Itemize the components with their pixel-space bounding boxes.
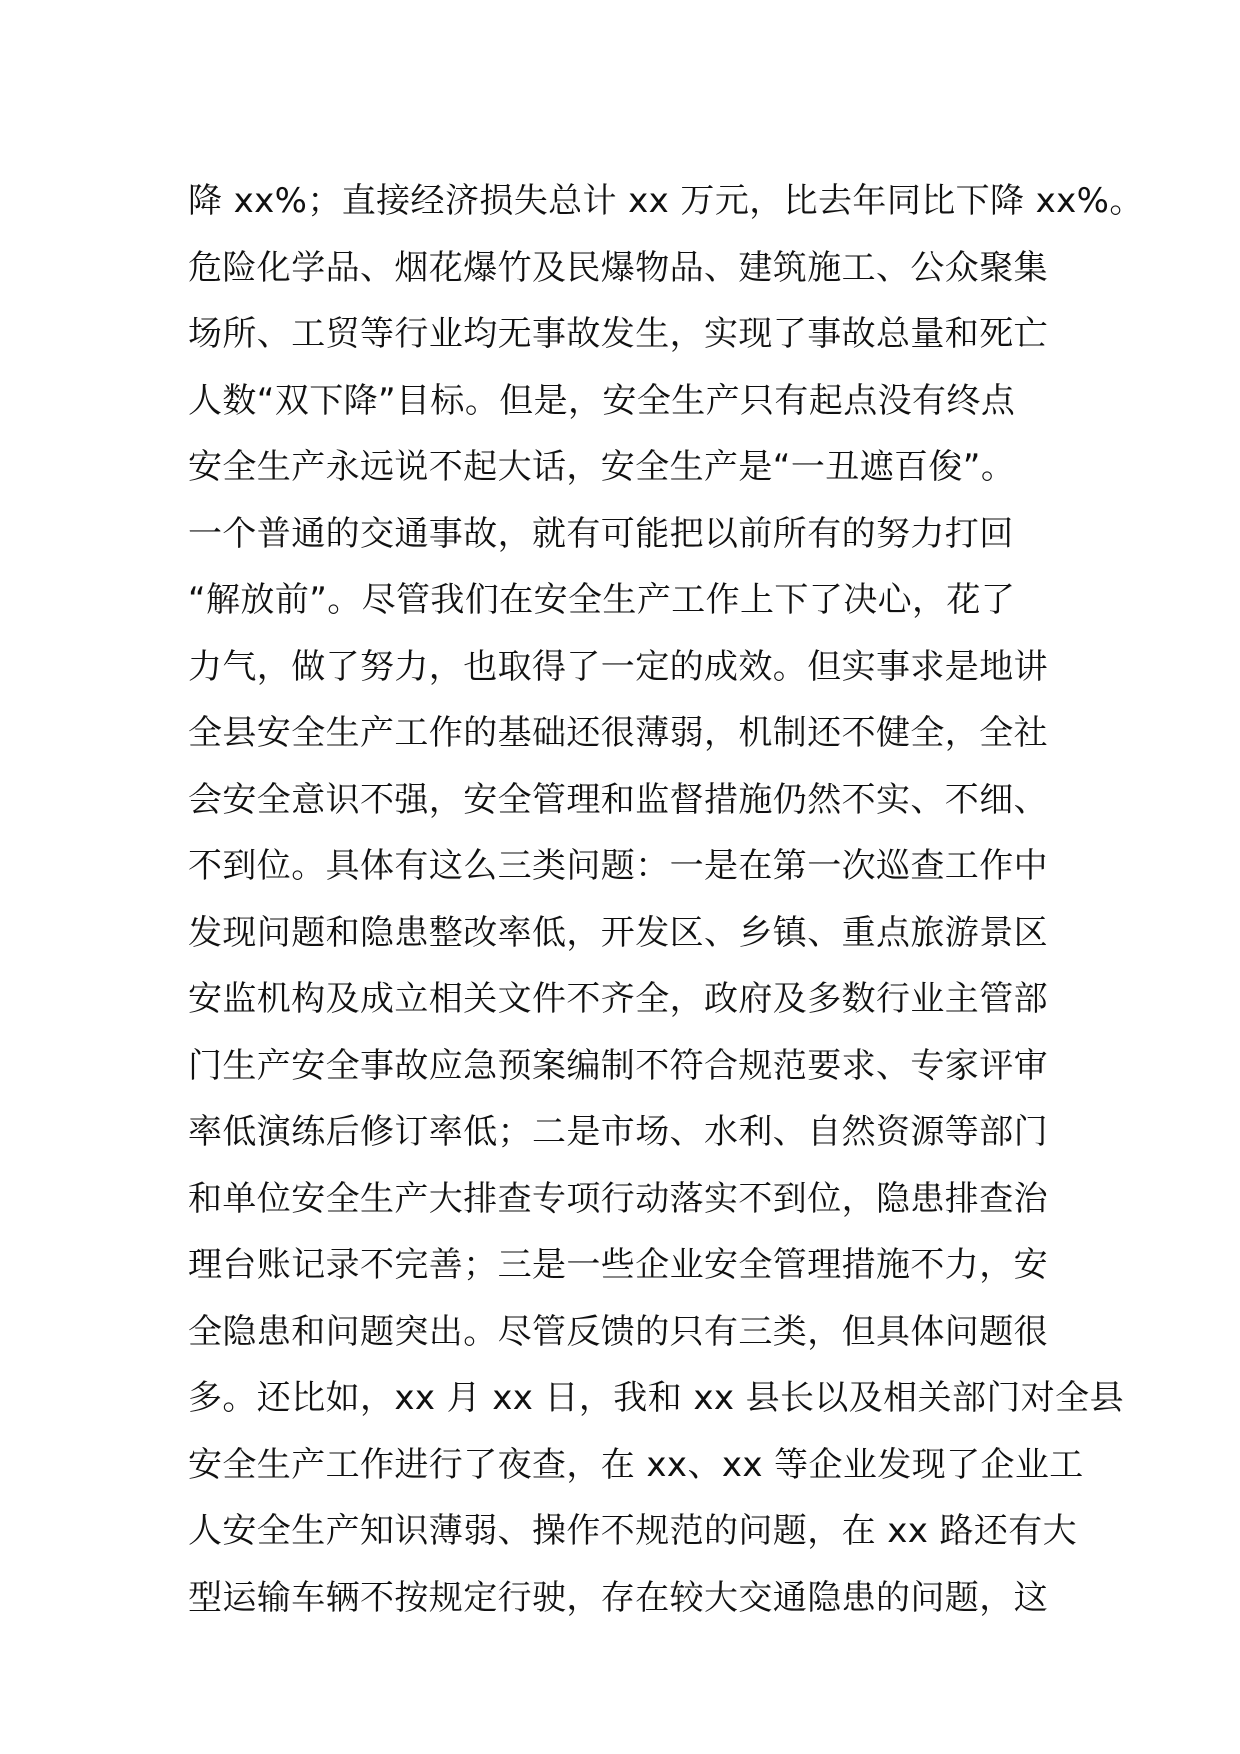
text-line: 全隐患和问题突出。尽管反馈的只有三类，但具体问题很 (188, 1311, 1048, 1352)
text-line: 和单位安全生产大排查专项行动落实不到位，隐患排查治 (188, 1178, 1048, 1219)
text-line: 理台账记录不完善；三是一些企业安全管理措施不力，安 (188, 1245, 1048, 1285)
text-line: 人安全生产知识薄弱、操作不规范的问题，在 xx 路还有大 (188, 1511, 1078, 1551)
text-line: 危险化学品、烟花爆竹及民爆物品、建筑施工、公众聚集 (188, 247, 1048, 288)
text-line: “解放前”。尽管我们在安全生产工作上下了决心，花了 (188, 580, 1016, 620)
text-line: 安监机构及成立相关文件不齐全，政府及多数行业主管部 (188, 979, 1048, 1019)
text-line: 型运输车辆不按规定行驶，存在较大交通隐患的问题，这 (188, 1577, 1048, 1618)
text-line: 力气，做了努力，也取得了一定的成效。但实事求是地讲 (188, 646, 1048, 687)
text-line: 降 xx%；直接经济损失总计 xx 万元，比去年同比下降 xx%。 (188, 181, 1144, 221)
text-line: 安全生产永远说不起大话，安全生产是“一丑遮百俊”。 (188, 447, 1016, 487)
text-line: 率低演练后修订率低；二是市场、水利、自然资源等部门 (188, 1112, 1048, 1152)
text-line: 安全生产工作进行了夜查，在 xx、xx 等企业发现了企业工 (188, 1444, 1084, 1485)
text-line: 多。还比如，xx 月 xx 日，我和 xx 县长以及相关部门对全县 (188, 1378, 1124, 1418)
text-line: 场所、工贸等行业均无事故发生，实现了事故总量和死亡 (188, 314, 1048, 354)
text-line: 门生产安全事故应急预案编制不符合规范要求、专家评审 (188, 1045, 1048, 1086)
text-line: 发现问题和隐患整改率低，开发区、乡镇、重点旅游景区 (188, 912, 1048, 953)
text-line: 不到位。具体有这么三类问题：一是在第一次巡查工作中 (188, 846, 1048, 886)
text-line: 会安全意识不强，安全管理和监督措施仍然不实、不细、 (188, 779, 1048, 820)
body-text (188, 168, 1144, 1631)
text-line: 全县安全生产工作的基础还很薄弱，机制还不健全，全社 (188, 713, 1048, 753)
text-line: 人数“双下降”目标。但是，安全生产只有起点没有终点 (188, 380, 1016, 421)
text-line: 一个普通的交通事故，就有可能把以前所有的努力打回 (188, 513, 1014, 554)
